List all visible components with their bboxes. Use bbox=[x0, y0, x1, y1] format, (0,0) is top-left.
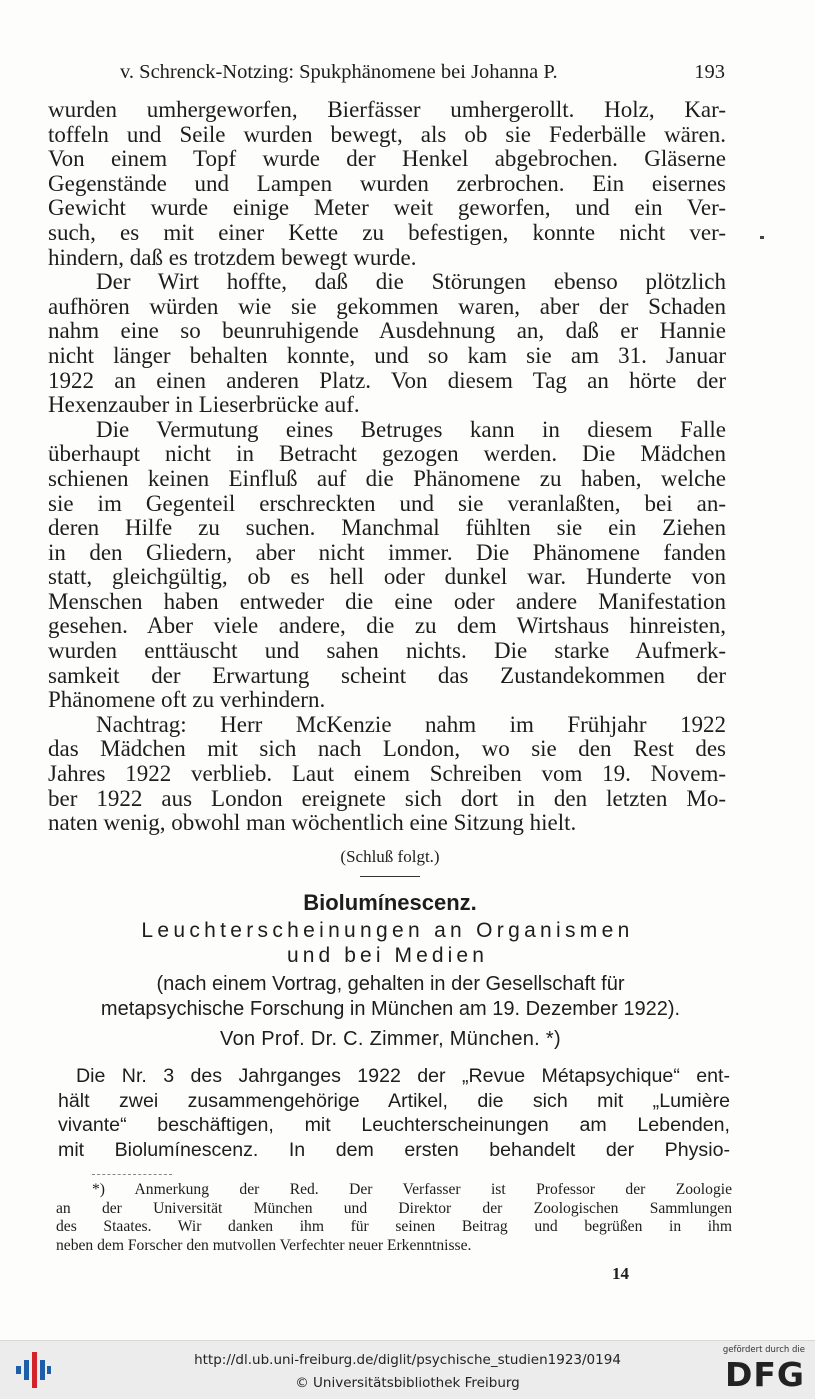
text-line: wurden enttäuscht und sahen nichts. Die starke Aufmerk- bbox=[48, 639, 726, 664]
text-line: Die Vermutung eines Betruges kann in diesem Falle bbox=[96, 417, 726, 442]
text-line: schienen keinen Einfluß auf die Phänomene zu haben, welche bbox=[48, 466, 726, 491]
text-line: Der Wirt hoffte, daß die Störungen ebenso plötzlich bbox=[96, 270, 726, 295]
text-line: nicht länger behalten konnte, und so kam sie am 31. Januar bbox=[48, 343, 726, 368]
text-line: in den Gliedern, aber nicht immer. Die Phänomene fanden bbox=[48, 540, 726, 565]
text-line: Nachtrag: Herr McKenzie nahm im Frühjahr 1922 bbox=[96, 712, 726, 737]
text-line: mit Biolumínescenz. In dem ersten behandelt der Physio- bbox=[58, 1138, 730, 1161]
text-line: vivante“ beschäftigen, mit Leuchterscheinungen am Lebenden, bbox=[58, 1114, 730, 1137]
body-text bbox=[48, 98, 726, 836]
permalink-url[interactable]: http://dl.ub.uni-freiburg.de/diglit/psychische_studien1923/0194 bbox=[194, 1352, 621, 1368]
text-line: Die Nr. 3 des Jahrganges 1922 der „Revue Métapsychique“ ent- bbox=[76, 1065, 730, 1087]
text-line: wurden umhergeworfen, Bierfässer umhergerollt. Holz, Kar- bbox=[48, 98, 726, 122]
text-line: Gegenstände und Lampen wurden zerbrochen. Ein eisernes bbox=[48, 171, 726, 196]
text-line: Von einem Topf wurde der Henkel abgebrochen. Gläserne bbox=[48, 147, 726, 172]
article-subtitle: Leuchterscheinungen an Organismen bbox=[141, 919, 634, 942]
footnote-line: des Staates. Wir danken ihm für seinen Beitrag und begrüßen in ihm bbox=[56, 1218, 732, 1236]
footnote-line: neben dem Forscher den mutvollen Verfechter neuer Erkenntnisse. bbox=[56, 1236, 472, 1254]
viewer-footer bbox=[0, 1340, 815, 1399]
text-line: hält zwei zusammengehörige Artikel, die sich mit „Lumière bbox=[58, 1089, 730, 1112]
text-line: ber 1922 aus London ereignete sich dort in den letzten Mo- bbox=[48, 786, 726, 811]
lecture-note: (nach einem Vortrag, gehalten in der Gesellschaft für bbox=[156, 973, 625, 995]
dfg-caption: gefördert durch die bbox=[722, 1345, 805, 1355]
footnote bbox=[56, 1181, 732, 1255]
text-line: toffeln und Seile wurden bewegt, als ob sie Federbälle wären. bbox=[48, 122, 726, 147]
text-line: Gewicht wurde einige Meter weit geworfen, und ein Ver- bbox=[48, 196, 726, 221]
copyright-notice: © Universitätsbibliothek Freiburg bbox=[295, 1375, 520, 1391]
text-line: statt, gleichgültig, ob es hell oder dunkel war. Hunderte von bbox=[48, 565, 726, 590]
section-divider bbox=[360, 876, 420, 877]
page-number: 193 bbox=[694, 61, 725, 83]
text-line: Menschen haben entweder die eine oder andere Manifestation bbox=[48, 589, 726, 614]
text-line: überhaupt nicht in Betracht gezogen werden. Die Mädchen bbox=[48, 442, 726, 467]
margin-mark bbox=[760, 236, 764, 239]
text-line: samkeit der Erwartung scheint das Zustandekommen der bbox=[48, 663, 726, 688]
text-line: hindern, daß es trotzdem bewegt wurde. bbox=[48, 245, 417, 270]
dfg-letters: DFG bbox=[724, 1355, 805, 1394]
text-line: Hexenzauber in Lieserbrücke auf. bbox=[48, 393, 360, 418]
footnote-rule bbox=[92, 1174, 172, 1175]
footnote-line: *) Anmerkung der Red. Der Verfasser ist Professor der Zoologie bbox=[92, 1181, 732, 1198]
text-line: deren Hilfe zu suchen. Manchmal fühlten sie ein Ziehen bbox=[48, 516, 726, 541]
text-line: Jahres 1922 verblieb. Laut einem Schreiben vom 19. Novem- bbox=[48, 762, 726, 787]
text-line: sie im Gegenteil erschreckten und sie veranlaßten, bei an- bbox=[48, 491, 726, 516]
article-title: Biolumínescenz. bbox=[303, 890, 477, 915]
text-line: das Mädchen mit sich nach London, wo sie den Rest des bbox=[48, 737, 726, 762]
text-line: Phänomene oft zu verhindern. bbox=[48, 688, 326, 713]
signature-number: 14 bbox=[612, 1264, 629, 1283]
running-head bbox=[48, 56, 725, 88]
author-line: Von Prof. Dr. C. Zimmer, München. *) bbox=[220, 1028, 561, 1050]
footnote-line: an der Universität München und Direktor der Zoologischen Sammlungen bbox=[56, 1199, 732, 1217]
article-subtitle: und bei Medien bbox=[286, 944, 488, 967]
text-line: aufhören würden wie sie gekommen waren, aber der Schaden bbox=[48, 294, 726, 319]
text-line: gesehen. Aber viele andere, die zu dem Wirtshaus hinreisten, bbox=[48, 614, 726, 639]
text-line: such, es mit einer Kette zu befestigen, konnte nicht ver- bbox=[48, 220, 726, 245]
text-line: 1922 an einen anderen Platz. Von diesem Tag an hörte der bbox=[48, 368, 726, 393]
text-line: nahm eine so beunruhigende Ausdehnung an, daß er Hannie bbox=[48, 319, 726, 344]
to-be-continued-note: (Schluß folgt.) bbox=[340, 847, 440, 866]
article-body bbox=[58, 1064, 730, 1162]
lecture-note: metapsychische Forschung in München am 19. Dezember 1922). bbox=[100, 998, 681, 1020]
running-title: v. Schrenck-Notzing: Spukphänomene bei Johanna P. bbox=[120, 61, 558, 83]
text-line: naten wenig, obwohl man wöchentlich eine Sitzung hielt. bbox=[48, 811, 577, 836]
